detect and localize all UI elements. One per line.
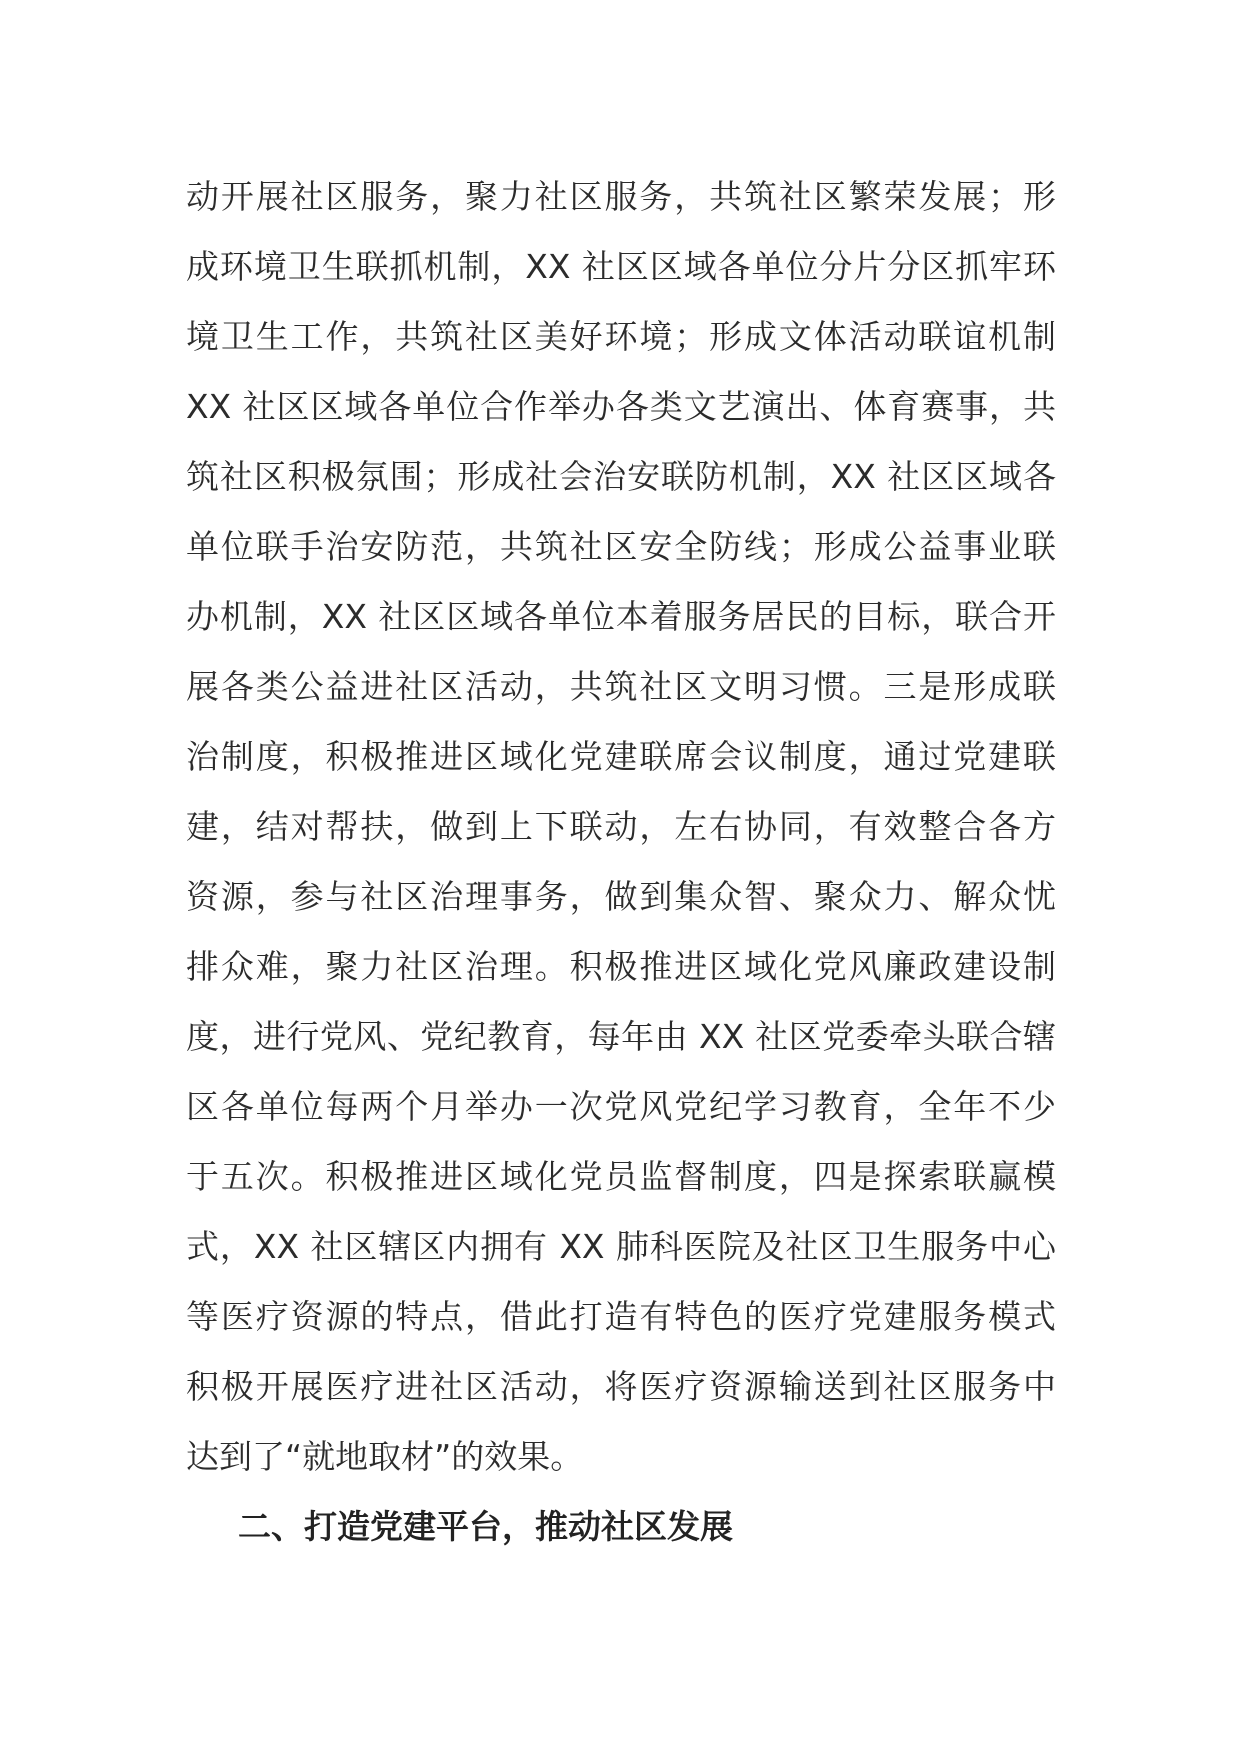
text-line: 治制度，积极推进区域化党建联席会议制度，通过党建联 — [186, 737, 1056, 776]
text-line: 建，结对帮扶，做到上下联动，左右协同，有效整合各方 — [186, 807, 1056, 846]
text-line: 成环境卫生联抓机制，XX 社区区域各单位分片分区抓牢环 — [186, 247, 1056, 286]
text-line: 于五次。积极推进区域化党员监督制度，四是探索联赢模 — [186, 1157, 1056, 1196]
section-heading: 二、打造党建平台，推动社区发展 — [238, 1507, 733, 1546]
text-line: 办机制，XX 社区区域各单位本着服务居民的目标，联合开 — [186, 597, 1056, 636]
text-line: 筑社区积极氛围；形成社会治安联防机制，XX 社区区域各 — [186, 457, 1056, 496]
text-line: 单位联手治安防范，共筑社区安全防线；形成公益事业联 — [186, 527, 1056, 566]
text-line: 度，进行党风、党纪教育，每年由 XX 社区党委牵头联合辖 — [186, 1017, 1056, 1056]
text-line: 积极开展医疗进社区活动，将医疗资源输送到社区服务中 — [186, 1367, 1056, 1406]
text-line: XX 社区区域各单位合作举办各类文艺演出、体育赛事，共 — [186, 387, 1056, 426]
text-line: 展各类公益进社区活动，共筑社区文明习惯。三是形成联 — [186, 667, 1056, 706]
body-paragraph — [186, 162, 1056, 1492]
text-line: 式，XX 社区辖区内拥有 XX 肺科医院及社区卫生服务中心 — [186, 1227, 1056, 1266]
text-line: 动开展社区服务，聚力社区服务，共筑社区繁荣发展；形 — [186, 177, 1056, 216]
text-line: 排众难，聚力社区治理。积极推进区域化党风廉政建设制 — [186, 947, 1056, 986]
text-line-last: 达到了“就地取材”的效果。 — [186, 1437, 584, 1476]
text-line: 等医疗资源的特点，借此打造有特色的医疗党建服务模式 — [186, 1297, 1056, 1336]
text-line: 境卫生工作，共筑社区美好环境；形成文体活动联谊机制 — [186, 317, 1056, 356]
text-line: 区各单位每两个月举办一次党风党纪学习教育，全年不少 — [186, 1087, 1056, 1126]
text-line: 资源，参与社区治理事务，做到集众智、聚众力、解众忧 — [186, 877, 1056, 916]
